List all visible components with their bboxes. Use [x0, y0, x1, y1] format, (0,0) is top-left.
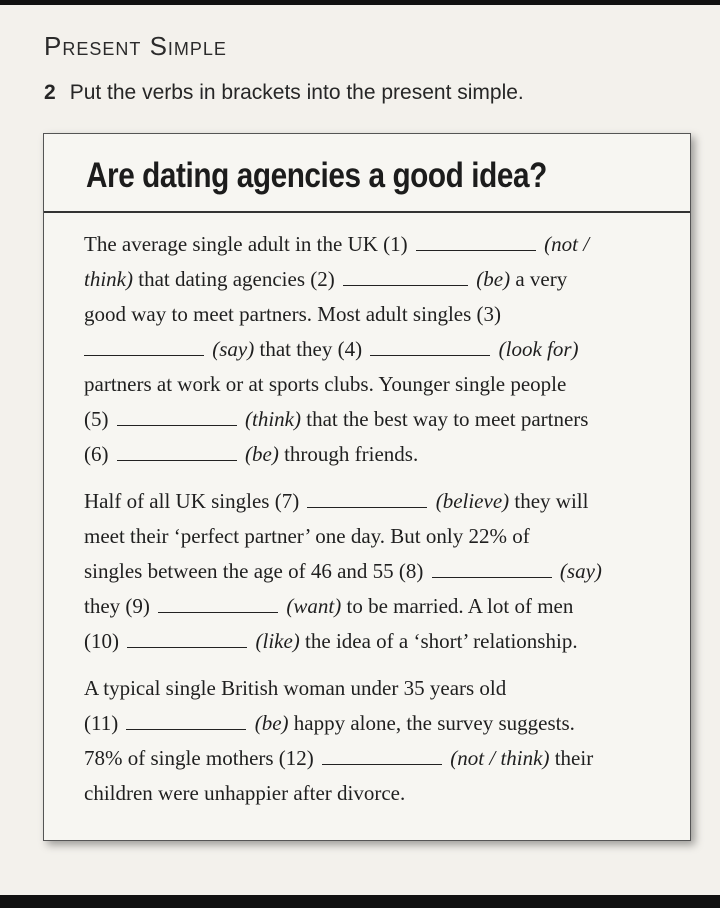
- line-text: (10): [84, 629, 119, 653]
- line-text: the idea of a ‘short’ relationship.: [305, 629, 578, 653]
- line-text: a very: [515, 267, 568, 291]
- line-text: (11): [84, 711, 119, 735]
- text-line: [84, 559, 602, 584]
- line-text: they will: [514, 489, 589, 513]
- line-text: children were unhappier after divorce.: [84, 781, 406, 805]
- text-line: [84, 711, 575, 736]
- answer-blank-6[interactable]: [117, 445, 237, 461]
- text-line: [84, 407, 588, 432]
- text-line: [84, 781, 405, 806]
- section-title: Present Simple: [44, 31, 227, 61]
- answer-blank-2[interactable]: [343, 270, 468, 286]
- verb-hint: (say): [559, 559, 602, 583]
- answer-blank-11[interactable]: [126, 714, 246, 730]
- workbook-page: [0, 5, 720, 895]
- answer-blank-7[interactable]: [307, 492, 427, 508]
- line-text: (5): [84, 407, 109, 431]
- text-line: [84, 676, 506, 701]
- instruction-text: Put the verbs in brackets into the present simple.: [69, 81, 524, 104]
- verb-hint: (say): [212, 337, 255, 361]
- line-text: that dating agencies (2): [138, 267, 335, 291]
- text-line: [84, 442, 418, 467]
- line-text: their: [554, 746, 594, 770]
- text-line: [84, 746, 593, 771]
- text-line: [84, 594, 573, 619]
- article-title: Are dating agencies a good idea?: [86, 156, 547, 195]
- text-line: [84, 489, 588, 514]
- verb-hint: (be): [476, 267, 511, 291]
- line-text: that they (4): [259, 337, 363, 361]
- line-text: 78% of single mothers (12): [84, 746, 314, 770]
- article-box: [43, 133, 691, 841]
- answer-blank-5[interactable]: [117, 410, 237, 426]
- line-text: they (9): [84, 594, 150, 618]
- line-text: (6): [84, 442, 109, 466]
- exercise-number: 2: [44, 81, 56, 104]
- line-text: good way to meet partners. Most adult singles (3): [84, 302, 502, 326]
- line-text: A typical single British woman under 35 years old: [84, 676, 507, 700]
- line-text: through friends.: [284, 442, 419, 466]
- line-text: Half of all UK singles (7): [84, 489, 300, 513]
- verb-hint: (believe): [435, 489, 510, 513]
- answer-blank-9[interactable]: [158, 597, 278, 613]
- line-text: partners at work or at sports clubs. Younger single people: [84, 372, 567, 396]
- line-text: singles between the age of 46 and 55 (8): [84, 559, 424, 583]
- verb-hint: (think): [245, 407, 301, 431]
- verb-hint: (not / think): [450, 746, 550, 770]
- line-text: to be married. A lot of men: [346, 594, 574, 618]
- verb-hint: (like): [255, 629, 300, 653]
- verb-hint: (look for): [498, 337, 579, 361]
- text-line: [84, 232, 589, 257]
- answer-blank-4[interactable]: [370, 340, 490, 356]
- exercise-instruction: [44, 81, 524, 105]
- answer-blank-10[interactable]: [127, 632, 247, 648]
- line-text: that the best way to meet partners: [306, 407, 589, 431]
- text-line: [84, 629, 578, 654]
- answer-blank-3[interactable]: [84, 340, 204, 356]
- line-text: happy alone, the survey suggests.: [293, 711, 575, 735]
- verb-hint: (be): [254, 711, 289, 735]
- answer-blank-8[interactable]: [432, 562, 552, 578]
- text-line: [84, 524, 530, 549]
- verb-hint: think): [84, 267, 133, 291]
- line-text: meet their ‘perfect partner’ one day. But only 22% of: [84, 524, 530, 548]
- text-line: [84, 337, 579, 362]
- answer-blank-1[interactable]: [416, 235, 536, 251]
- answer-blank-12[interactable]: [322, 749, 442, 765]
- line-text: The average single adult in the UK (1): [84, 232, 408, 256]
- verb-hint: (want): [286, 594, 342, 618]
- verb-hint: (be): [245, 442, 279, 466]
- text-line: [84, 372, 566, 397]
- text-line: [84, 302, 501, 327]
- verb-hint: (not /: [544, 232, 590, 256]
- title-divider: [44, 211, 690, 213]
- text-line: [84, 267, 567, 292]
